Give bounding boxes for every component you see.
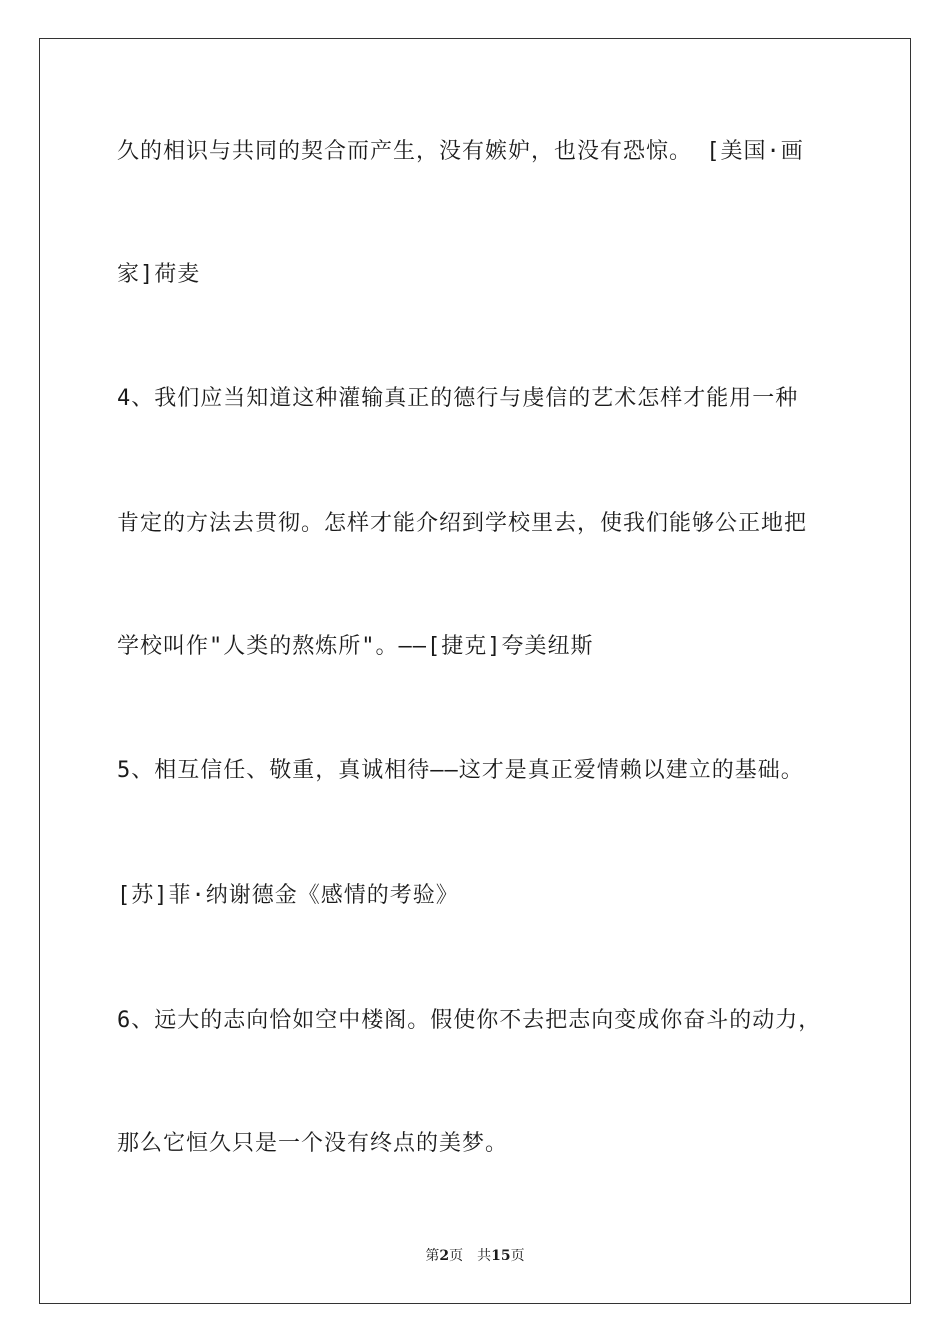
footer-total-number: 15 [491,1248,511,1264]
text-line-4: 肯定的方法去贯彻。怎样才能介绍到学校里去，使我们能够公正地把 [117,511,808,536]
footer-total-suffix: 页 [510,1248,525,1264]
footer-total-prefix: 共 [477,1248,492,1264]
text-line-3: 4、我们应当知道这种灌输真正的德行与虔信的艺术怎样才能用一种 [117,386,799,411]
text-line-7: [苏]菲·纳谢德金《感情的考验》 [117,883,459,908]
text-line-2: 家]荷麦 [117,262,201,287]
text-line-1: 久的相识与共同的契合而产生，没有嫉妒，也没有恐惊。 [美国·画 [117,139,804,164]
footer-page-number: 2 [439,1248,450,1264]
page-footer [0,1245,950,1265]
text-line-5: 学校叫作"人类的熬炼所"。——[捷克]夸美纽斯 [117,634,594,659]
text-line-8: 6、远大的志向恰如空中楼阁。假使你不去把志向变成你奋斗的动力， [117,1008,822,1033]
page-border [39,38,911,1304]
text-line-6: 5、相互信任、敬重，真诚相待——这才是真正爱情赖以建立的基础。 [117,758,804,783]
footer-page-prefix: 第 [425,1248,440,1264]
text-line-9: 那么它恒久只是一个没有终点的美梦。 [117,1131,509,1156]
footer-page-suffix: 页 [449,1248,464,1264]
